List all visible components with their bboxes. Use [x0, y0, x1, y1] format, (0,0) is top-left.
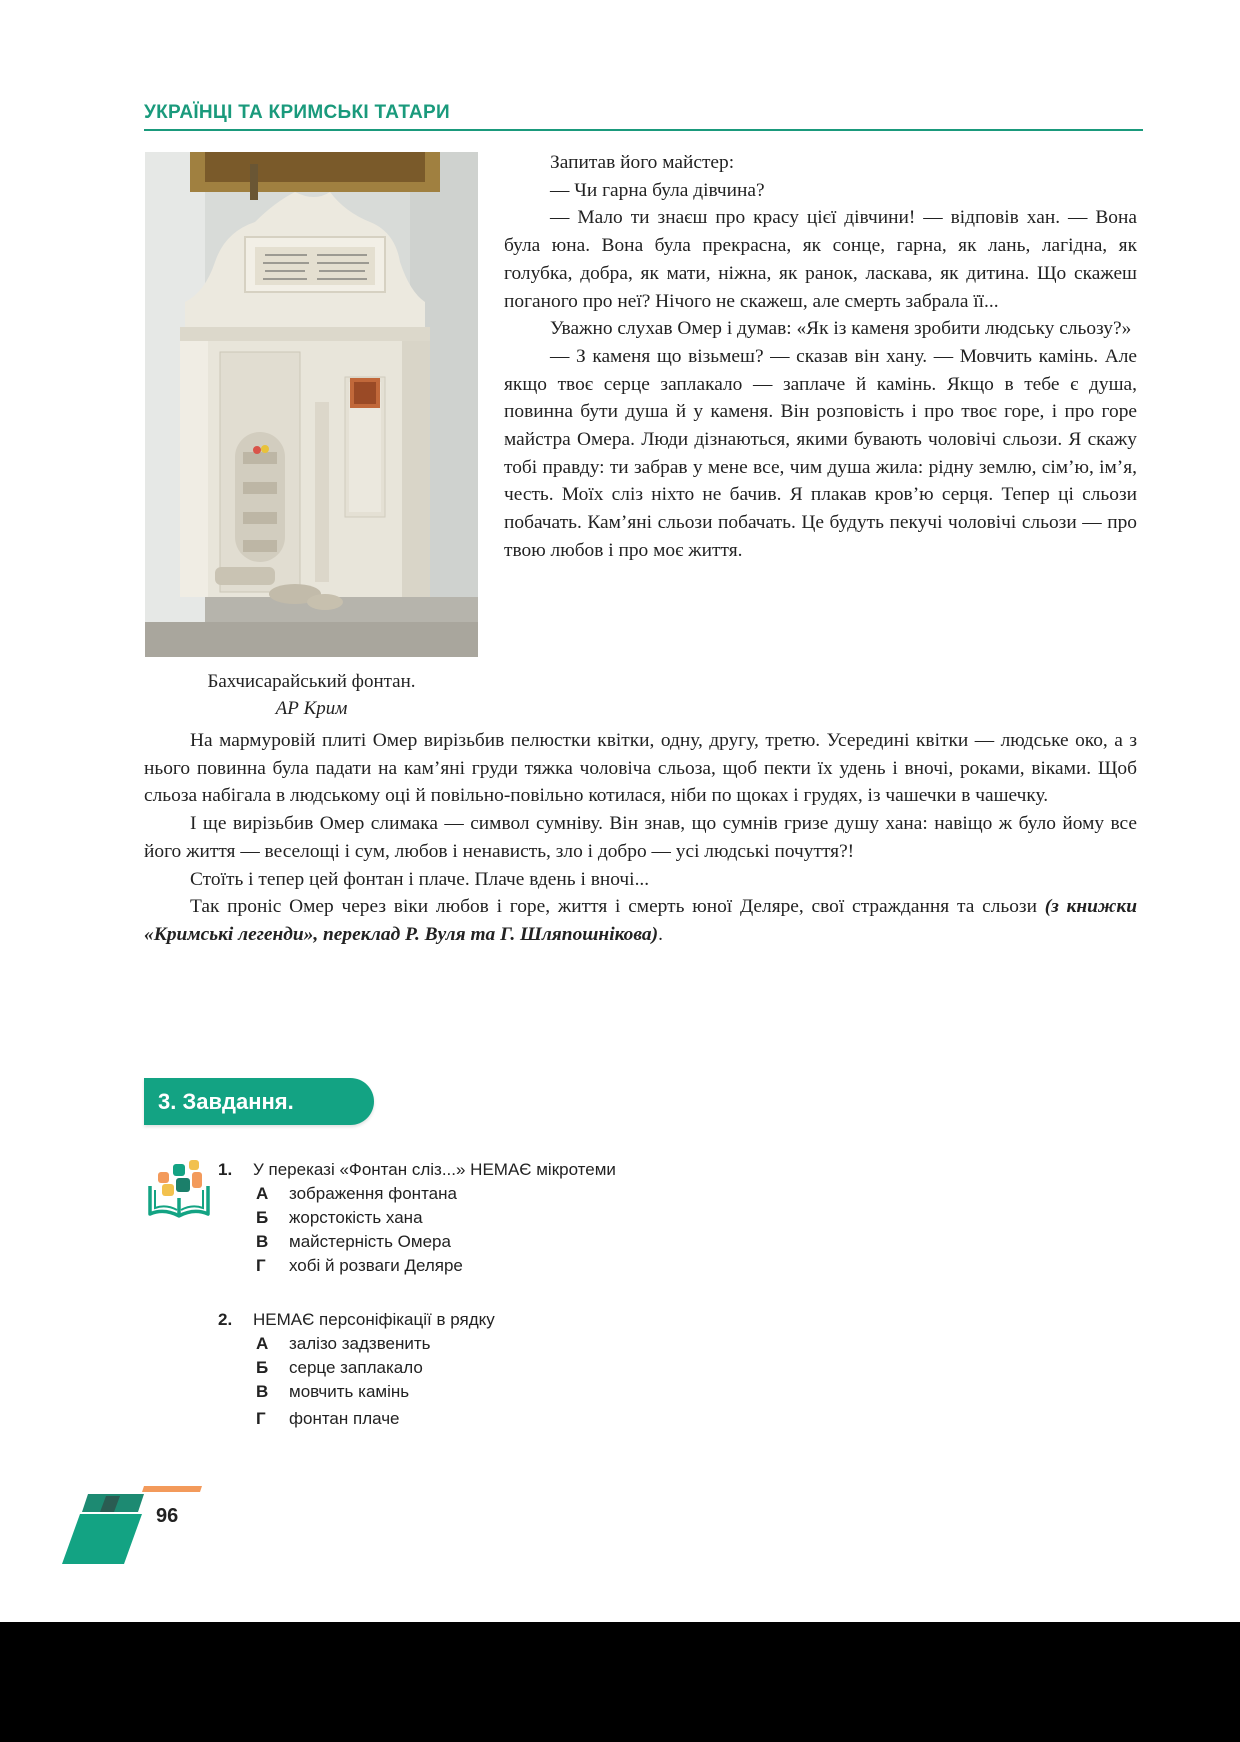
paragraph-final: [144, 893, 1137, 948]
tasks-section-title: [144, 1078, 374, 1125]
test-book-icon: [146, 1158, 212, 1224]
paragraph: І ще вирізьбив Омер слимака — символ сумніву. Він знав, що сумнів гризе душу хана: навіщо ж було йому все його життя — веселощі і сум, любов і ненависть, зло і добро — усі людські почуття?!: [144, 813, 1137, 862]
option-letter: Б: [256, 1208, 269, 1227]
tasks-title-text: 3. Завдання.: [158, 1089, 294, 1114]
caption-title: Бахчисарайський фонтан.: [207, 671, 416, 692]
source-citation: (з книжки «Кримські легенди», переклад Р. Вуля та Г. Шляпошнікова): [144, 896, 1137, 945]
question-number: 2.: [218, 1310, 233, 1329]
header-rule: [144, 129, 1143, 131]
paragraph-text: Так проніс Омер через віки любов і горе, життя і смерть юної Деляре, свої страждання та сльози: [190, 896, 1045, 918]
bottom-black-band: [0, 1622, 1240, 1742]
paragraph: — З каменя що візьмеш? — сказав він хану. — Мовчить камінь. Але якщо твоє серце заплакало — заплаче й камінь. Якщо в тебе є душа, повинна бути душа й у каменя. Він розповість і про твоє горе, і про горе майстра Омера. Люди дізнаються, якими бувають чоловічі сльози. Я скажу тобі правду: ти забрав у мене все, чим душа жила: рідну землю, сім’ю, ім’я, честь. Моїх сліз ніхто не бачив. Я плакав кров’ю серця. Тепер ці сльози побачать. Кам’яні сльози побачать. Це будуть пекучі чоловічі сльози — про твою любов і про моє життя.: [504, 345, 1137, 561]
answer-option[interactable]: [256, 1208, 423, 1228]
question-2: [218, 1310, 495, 1330]
answer-option[interactable]: [256, 1358, 423, 1378]
question-text: У переказі «Фонтан сліз...» НЕМАЄ мікротеми: [253, 1160, 616, 1179]
full-width-text: [144, 727, 1137, 949]
option-text: жорстокість хана: [289, 1208, 423, 1227]
option-text: залізо задзвенить: [289, 1334, 431, 1353]
paragraph: На мармуровій плиті Омер вирізьбив пелюстки квітки, одну, другу, третю. Усередині квітки — людське око, а з нього повинна була падати на кам’яні груди тяжка чоловіча сльоза, щоб пекти їх удень і вночі, роками, віками. Щоб сльоза набігала в людському оці й повільно-повільно котилася, ніби по щоках і грудях, із чашечки в чашечку.: [144, 730, 1137, 807]
option-letter: А: [256, 1334, 269, 1353]
answer-option[interactable]: [256, 1256, 463, 1276]
option-text: мовчить камінь: [289, 1382, 410, 1401]
right-column-text: [504, 149, 1137, 565]
option-text: зображення фонтана: [289, 1184, 457, 1203]
option-letter: В: [256, 1232, 269, 1251]
option-text: хобі й розваги Деляре: [289, 1256, 463, 1275]
option-letter: Г: [256, 1409, 266, 1428]
paragraph: Уважно слухав Омер і думав: «Як із каменя зробити людську сльозу?»: [550, 318, 1132, 340]
answer-option[interactable]: [256, 1409, 400, 1429]
question-text: НЕМАЄ персоніфікації в рядку: [253, 1310, 495, 1329]
page-number: 96: [156, 1505, 179, 1527]
option-letter: В: [256, 1382, 269, 1401]
option-text: фонтан плаче: [289, 1409, 400, 1428]
option-letter: Б: [256, 1358, 269, 1377]
fountain-photo: [145, 152, 478, 657]
paragraph: Запитав його майстер:: [550, 152, 735, 173]
answer-option[interactable]: [256, 1184, 457, 1204]
option-letter: Г: [256, 1256, 266, 1275]
footer-decoration: [58, 1484, 208, 1564]
answer-option[interactable]: [256, 1334, 431, 1354]
question-number: 1.: [218, 1160, 233, 1179]
option-letter: А: [256, 1184, 269, 1203]
option-text: майстерність Омера: [289, 1232, 451, 1251]
option-text: серце заплакало: [289, 1358, 423, 1377]
caption-location: АР Крим: [275, 698, 348, 719]
photo-caption: [145, 668, 478, 722]
paragraph: — Чи гарна була дівчина?: [550, 179, 765, 201]
answer-option[interactable]: [256, 1232, 451, 1252]
answer-option[interactable]: [256, 1382, 409, 1402]
paragraph: Стоїть і тепер цей фонтан і плаче. Плаче вдень і вночі...: [190, 868, 650, 890]
question-1: [218, 1160, 616, 1180]
paragraph-end: .: [658, 923, 663, 945]
chapter-header: УКРАЇНЦІ ТА КРИМСЬКІ ТАТАРИ: [144, 102, 450, 123]
paragraph: — Мало ти знаєш про красу цієї дівчини! — відповів хан. — Вона була юна. Вона була прекрасна, як сонце, гарна, як лань, лагідна, як голубка, добра, як мати, ніжна, як ранок, ласкава, як дитина. Що скажеш поганого про неї? Нічого не скажеш, але смерть забрала її...: [504, 207, 1137, 312]
